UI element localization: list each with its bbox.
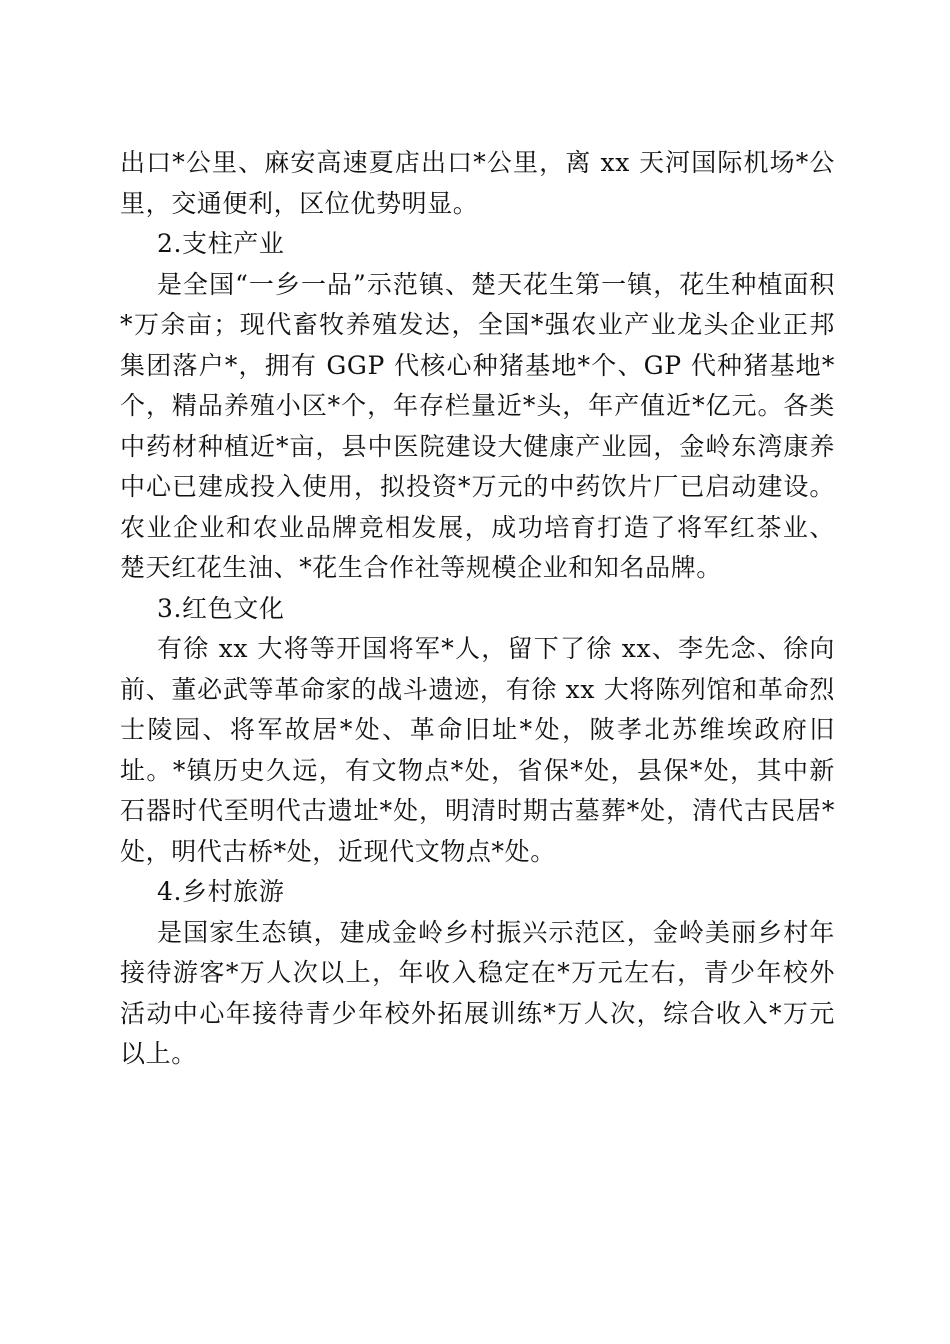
heading-red-culture: 3.红色文化: [157, 593, 285, 623]
paragraph-transport-continued: 出口*公里、麻安高速夏店出口*公里，离 xx 天河国际机场*公里，交通便利，区位优势明显。: [120, 148, 835, 218]
heading-pillar-industry: 2.支柱产业: [157, 229, 285, 258]
document-body: [120, 143, 835, 1075]
paragraph-red-culture: 有徐 xx 大将等开国将军*人，留下了徐 xx、李先念、徐向前、董必武等革命家的战斗遗迹，有徐 xx 大将陈列馆和革命烈士陵园、将军故居*处、革命旧址*处，陂孝北苏维埃政府旧址。*镇历史久远，有文物点*处，省保*处，县保*处，其中新石器时代至明代古遗址*处，明清时期古墓葬*处，清代古民居*处，明代古桥*处，近现代文物点*处。: [120, 634, 835, 866]
heading-rural-tourism: 4.乡村旅游: [157, 877, 285, 906]
paragraph-rural-tourism: 是国家生态镇，建成金岭乡村振兴示范区，金岭美丽乡村年接待游客*万人次以上，年收入稳定在*万元左右，青少年校外活动中心年接待青少年校外拓展训练*万人次，综合收入*万元以上。: [120, 917, 835, 1068]
paragraph-pillar-industry: 是全国“一乡一品”示范镇、楚天花生第一镇，花生种植面积*万余亩；现代畜牧养殖发达，全国*强农业产业龙头企业正邦集团落户*，拥有 GGP 代核心种猪基地*个、GP 代种猪基地*个，精品养殖小区*个，年存栏量近*头，年产值近*亿元。各类中药材种植近*亩，县中医院建设大健康产业园，金岭东湾康养中心已建成投入使用，拟投资*万元的中药饮片厂已启动建设。农业企业和农业品牌竞相发展，成功培育打造了将军红茶业、楚天红花生油、*花生合作社等规模企业和知名品牌。: [120, 269, 835, 582]
